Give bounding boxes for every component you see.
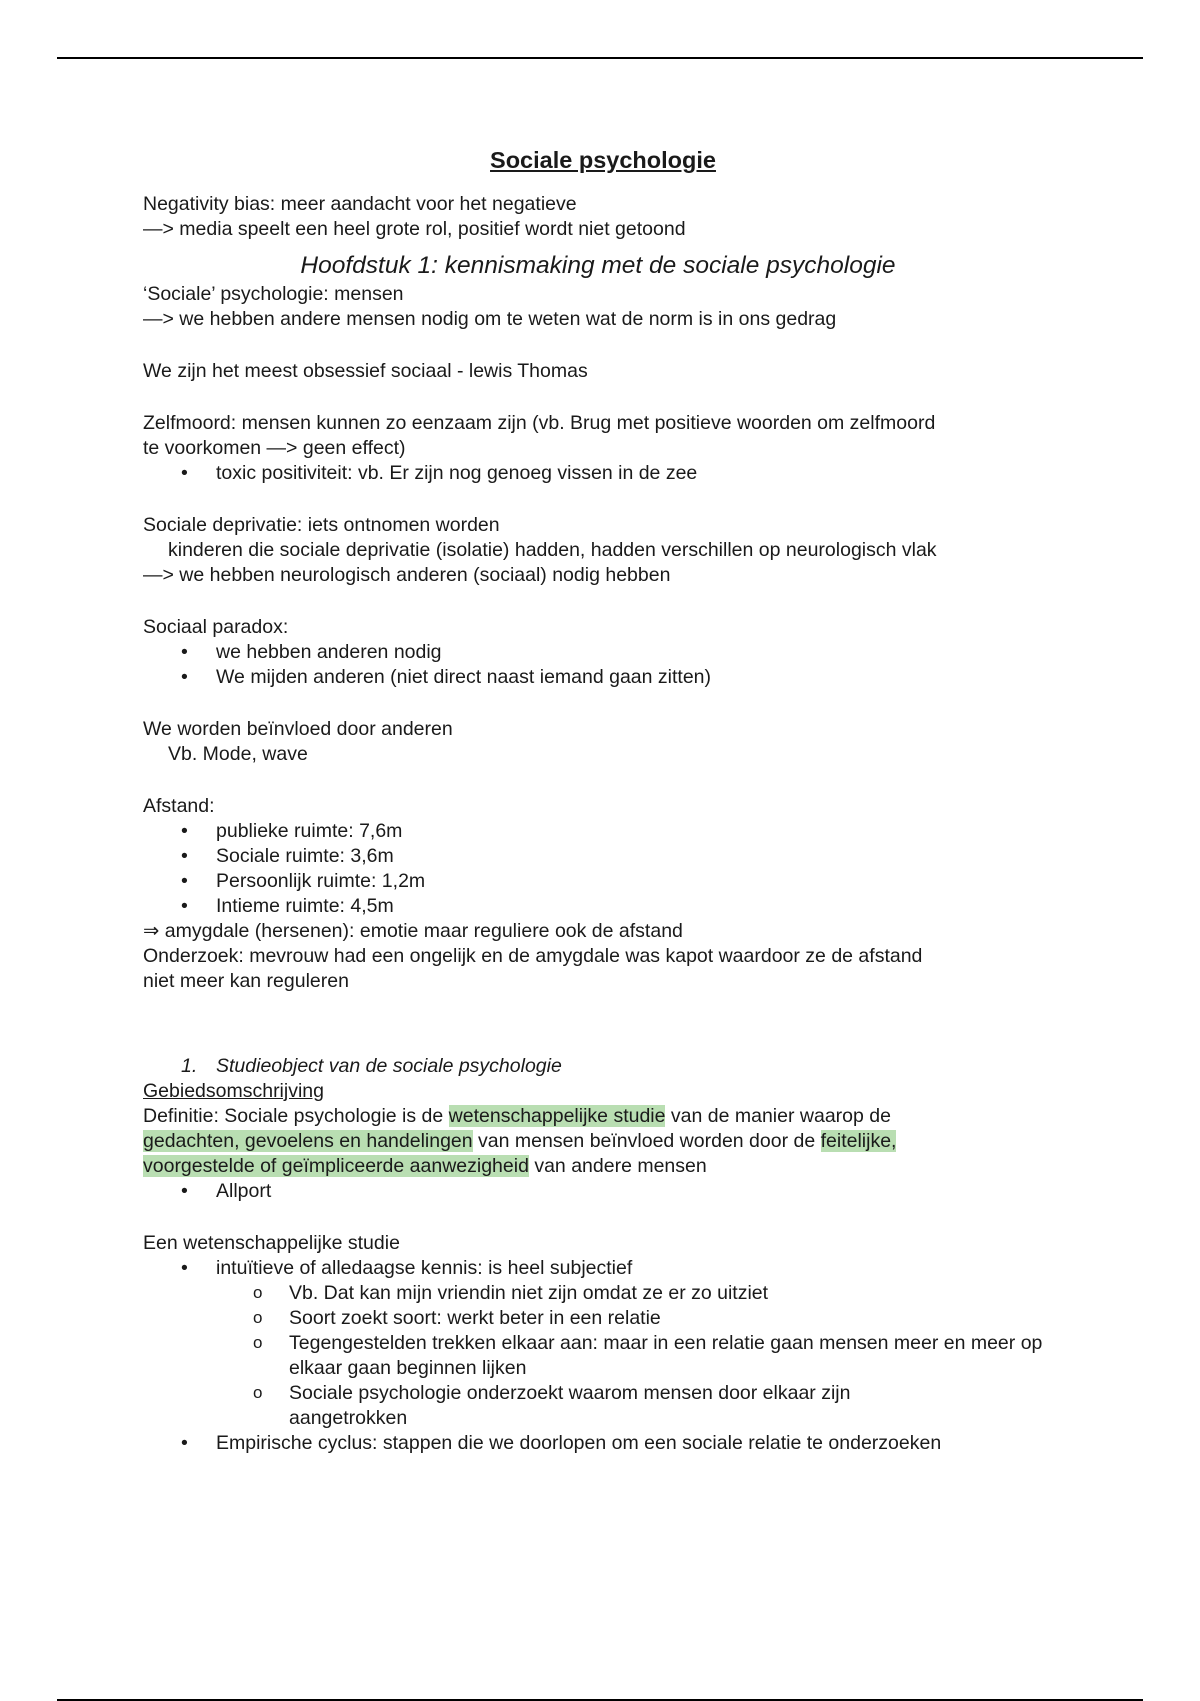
- document-page: [143, 140, 1043, 1456]
- list-item: o Vb. Dat kan mijn vriendin niet zijn omdat ze er zo uitziet: [143, 1281, 1069, 1306]
- list-item: • Persoonlijk ruimte: 1,2m: [143, 869, 1043, 894]
- wetenschappelijk-sublist: [143, 1281, 1043, 1431]
- intro-line-1: Negativity bias: meer aandacht voor het negatieve: [143, 193, 577, 215]
- intro-line-2: —> media speelt een heel grote rol, positief wordt niet getoond: [143, 218, 686, 240]
- list-item: • We mijden anderen (niet direct naast iemand gaan zitten): [143, 665, 1043, 690]
- afstand-note-1: ⇒ amygdale (hersenen): emotie maar reguliere ook de afstand: [143, 920, 683, 942]
- list-item: o Soort zoekt soort: werkt beter in een relatie: [143, 1306, 1069, 1331]
- beinvloed-line-2: Vb. Mode, wave: [168, 743, 308, 765]
- quote-line: We zijn het meest obsessief sociaal - lewis Thomas: [143, 360, 588, 382]
- list-item: • publieke ruimte: 7,6m: [143, 819, 1043, 844]
- list-item: • Allport: [143, 1179, 1043, 1204]
- beinvloed-line-1: We worden beïnvloed door anderen: [143, 718, 453, 740]
- deprivatie-line-3: —> we hebben neurologisch anderen (sociaal) nodig hebben: [143, 564, 671, 586]
- zelfmoord-line-2: te voorkomen —> geen effect): [143, 437, 406, 459]
- list-item: o Tegengestelden trekken elkaar aan: maar in een relatie gaan mensen meer en meer op elkaar gaan beginnen lijken: [143, 1331, 1049, 1381]
- definition-list: [143, 1179, 1043, 1204]
- list-item: • intuïtieve of alledaagse kennis: is heel subjectief: [143, 1256, 1043, 1281]
- subheading: Gebiedsomschrijving: [143, 1080, 324, 1102]
- highlight: feitelijke,: [820, 1130, 897, 1152]
- highlight: voorgestelde of geïmpliceerde aanwezigheid: [143, 1155, 529, 1177]
- highlight: wetenschappelijke studie: [448, 1105, 666, 1127]
- afstand-heading: Afstand:: [143, 795, 215, 817]
- top-rule: [57, 57, 1143, 59]
- definition-line-1: Definitie: Sociale psychologie is de wetenschappelijke studie van de manier waarop de: [143, 1105, 891, 1127]
- wetenschappelijk-heading: Een wetenschappelijke studie: [143, 1232, 400, 1254]
- deprivatie-line-2: kinderen die sociale deprivatie (isolatie) hadden, hadden verschillen op neurologisch vlak: [168, 539, 937, 561]
- highlight: gedachten, gevoelens en handelingen: [143, 1130, 473, 1152]
- afstand-note-3: niet meer kan reguleren: [143, 970, 349, 992]
- zelfmoord-list: [143, 461, 1043, 486]
- section-title: Studieobject van de sociale psychologie: [216, 1055, 562, 1077]
- chapter-title: Hoofdstuk 1: kennismaking met de sociale psychologie: [300, 252, 896, 279]
- list-item: • Sociale ruimte: 3,6m: [143, 844, 1043, 869]
- afstand-list: [143, 819, 1043, 919]
- document-title: Sociale psychologie: [490, 147, 716, 173]
- sociale-line-2: —> we hebben andere mensen nodig om te weten wat de norm is in ons gedrag: [143, 308, 837, 330]
- list-item: • toxic positiviteit: vb. Er zijn nog genoeg vissen in de zee: [143, 461, 1043, 486]
- list-item: • Intieme ruimte: 4,5m: [143, 894, 1043, 919]
- paradox-heading: Sociaal paradox:: [143, 616, 289, 638]
- section-number: 1.: [181, 1055, 198, 1077]
- list-item: • Empirische cyclus: stappen die we doorlopen om een sociale relatie te onderzoeken: [143, 1431, 1043, 1456]
- section-heading: [143, 1054, 1043, 1079]
- definition-line-2: gedachten, gevoelens en handelingen van mensen beïnvloed worden door de feitelijke,: [143, 1130, 897, 1152]
- zelfmoord-line-1: Zelfmoord: mensen kunnen zo eenzaam zijn (vb. Brug met positieve woorden om zelfmoord: [143, 412, 936, 434]
- deprivatie-line-1: Sociale deprivatie: iets ontnomen worden: [143, 514, 500, 536]
- list-item: • we hebben anderen nodig: [143, 640, 1043, 665]
- wetenschappelijk-list-2: [143, 1431, 1043, 1456]
- list-item: o Sociale psychologie onderzoekt waarom mensen door elkaar zijn aangetrokken: [143, 1381, 949, 1431]
- paradox-list: [143, 640, 1043, 690]
- afstand-note-2: Onderzoek: mevrouw had een ongelijk en de amygdale was kapot waardoor ze de afstand: [143, 945, 923, 967]
- definition-line-3: voorgestelde of geïmpliceerde aanwezigheid van andere mensen: [143, 1155, 707, 1177]
- wetenschappelijk-list: [143, 1256, 1043, 1281]
- sociale-line-1: ‘Sociale’ psychologie: mensen: [143, 283, 404, 305]
